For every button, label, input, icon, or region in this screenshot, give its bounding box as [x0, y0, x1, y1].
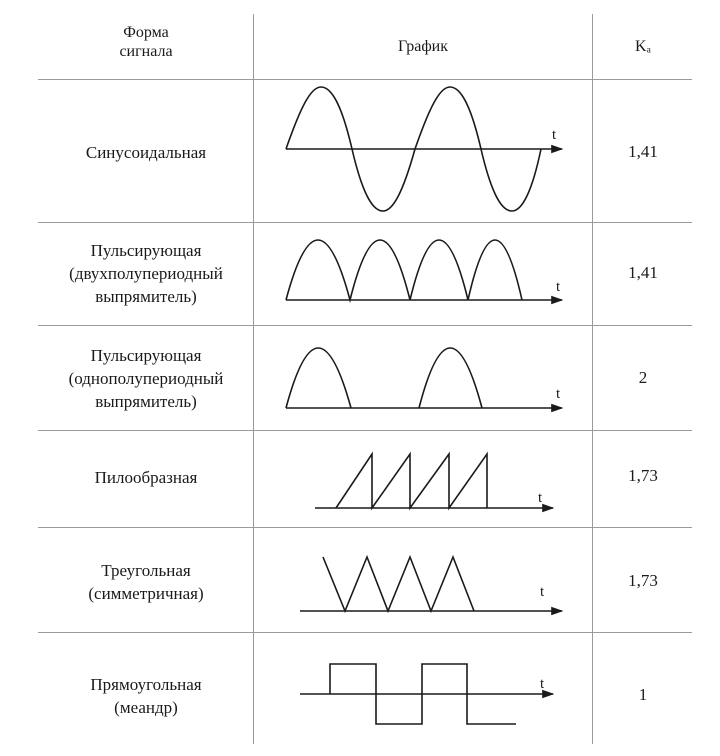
row-name-triangle: Треугольная (симметричная) — [88, 561, 204, 603]
axis-label-t: t — [540, 676, 545, 692]
sawtooth-graph — [315, 454, 553, 508]
axis-label-t: t — [540, 584, 545, 600]
row-name-square: Прямоугольная (меандр) — [90, 675, 202, 717]
row-name-full-wave: Пульсирующая (двухполупериодный выпрямитель) — [69, 241, 223, 306]
axis-label-t: t — [538, 490, 543, 506]
square-graph — [300, 664, 553, 724]
half-wave-rectified — [286, 348, 482, 408]
header-k: Kₐ — [635, 38, 651, 55]
row-name-half-wave: Пульсирующая (однополупериодный выпрямитель) — [68, 346, 224, 411]
row-k-triangle: 1,73 — [628, 571, 658, 590]
row-k-sine: 1,41 — [628, 142, 658, 161]
header-form: Форма сигнала — [119, 24, 173, 60]
row-k-half-wave: 2 — [638, 368, 648, 387]
axis-label-t: t — [556, 279, 561, 295]
row-name-sawtooth: Пилообразная — [94, 468, 198, 487]
sawtooth-wave — [336, 454, 487, 508]
row-k-sawtooth: 1,73 — [628, 466, 658, 485]
axis-label-t: t — [552, 127, 557, 143]
half-wave-graph — [286, 348, 562, 408]
row-name-sine: Синусоидальная — [85, 143, 207, 162]
full-wave-rectified — [286, 240, 522, 300]
row-k-full-wave: 1,41 — [628, 263, 658, 282]
full-wave-graph — [286, 240, 562, 300]
triangle-wave — [323, 557, 474, 611]
header-graph: График — [397, 38, 449, 55]
sine-wave-graph — [286, 87, 562, 211]
axis-label-t: t — [556, 386, 561, 402]
triangle-graph — [300, 557, 562, 611]
row-k-square: 1 — [638, 685, 648, 704]
